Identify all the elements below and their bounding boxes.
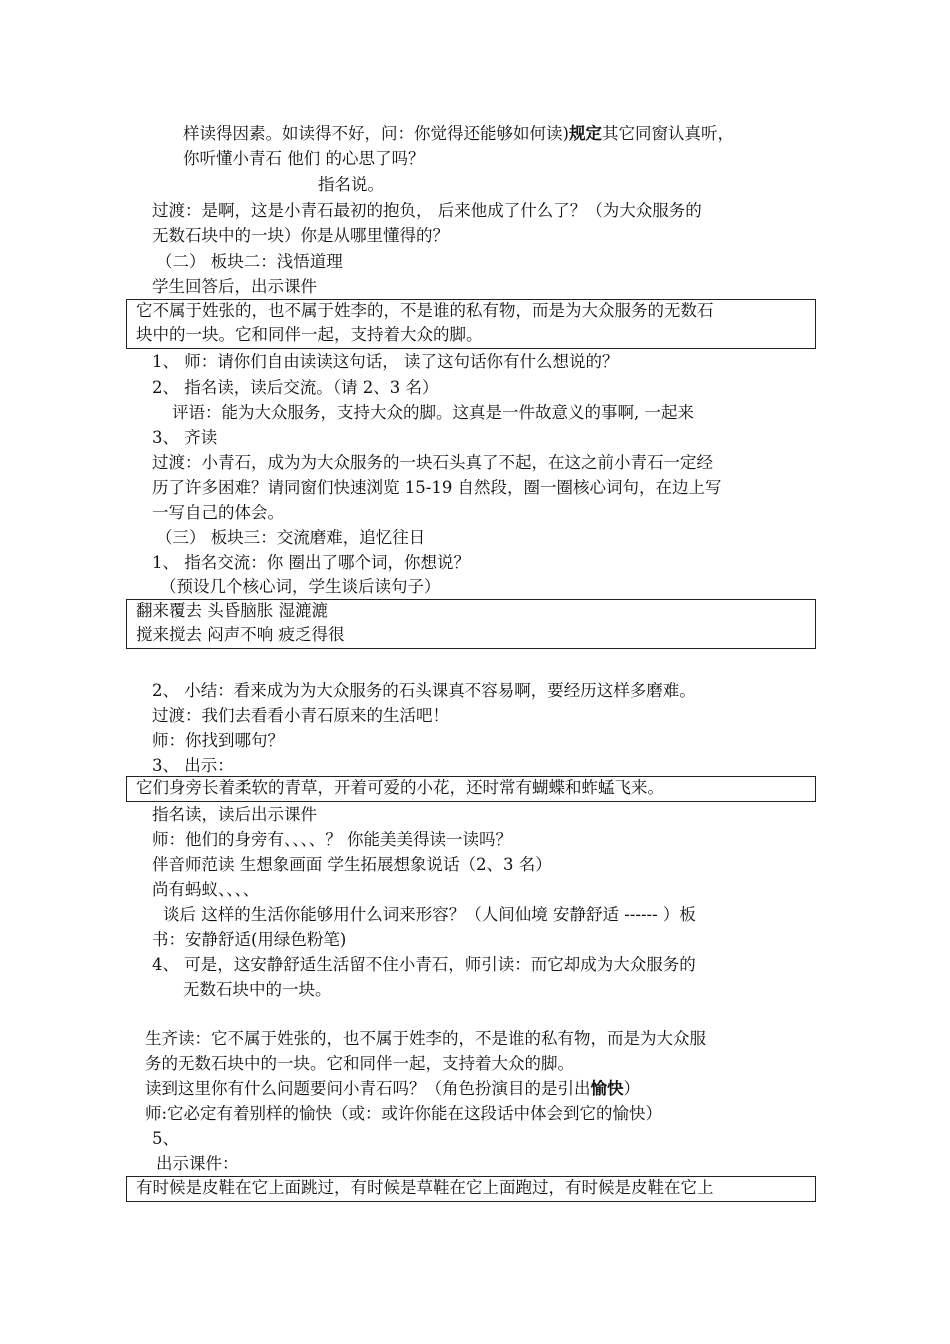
list-item: 2、 小结：看来成为为大众服务的石头课真不容易啊，要经历这样多磨难。 xyxy=(152,681,696,700)
text-line: 师:它必定有着别样的愉快（或：或许你能在这段话中体会到它的愉快） xyxy=(145,1104,663,1123)
text-line: 一写自己的体会。 xyxy=(152,503,284,522)
keywords-line: 翻来覆去 头昏脑胀 湿漉漉 xyxy=(136,601,328,620)
text-line: 过渡：是啊，这是小青石最初的抱负， 后来他成了什么了？（为大众服务的 xyxy=(152,201,702,220)
text-line: 指名读，读后出示课件 xyxy=(152,805,317,824)
quote-line: 它们身旁长着柔软的青草，开着可爱的小花，还时常有蝴蝶和蚱蜢飞来。 xyxy=(136,778,664,797)
text-line: 学生回答后，出示课件 xyxy=(152,277,317,296)
list-item: 2、 指名读，读后交流。（请 2、3 名） xyxy=(152,378,439,397)
bold-text: 规定 xyxy=(568,124,602,143)
list-item: 1、 指名交流：你 圈出了哪个词，你想说？ xyxy=(152,553,470,572)
quote-box xyxy=(126,776,816,802)
list-item: 3、 齐读 xyxy=(152,428,218,447)
quote-box xyxy=(126,1176,816,1202)
text-segment: 样读得因素。如读得不好，问：你觉得还能够如何读) xyxy=(183,124,569,143)
text-line: 你听懂小青石 他们 的心思了吗？ xyxy=(183,149,425,168)
bold-text: 愉快 xyxy=(590,1079,624,1098)
text-line: 尚有蚂蚁、、、、 xyxy=(152,880,260,899)
text-line: 务的无数石块中的一块。它和同伴一起，支持着大众的脚。 xyxy=(145,1054,574,1073)
text-line xyxy=(145,1078,640,1100)
text-line: 无数石块中的一块。 xyxy=(183,980,332,999)
keywords-line: 搅来搅去 闷声不响 疲乏得很 xyxy=(136,625,345,644)
text-line: 无数石块中的一块）你是从哪里懂得的？ xyxy=(152,226,449,245)
section-heading: （三） 板块三：交流磨难，追忆往日 xyxy=(156,528,426,547)
section-heading: （二） 板块二：浅悟道理 xyxy=(156,252,343,271)
quote-line: 块中的一块。它和同伴一起，支持着大众的脚。 xyxy=(136,325,483,344)
list-item: 1、 师：请你们自由读读这句话， 读了这句话你有什么想说的？ xyxy=(152,352,619,371)
text-segment: 其它同窗认真听， xyxy=(601,124,734,143)
text-line: （预设几个核心词，学生谈后读句子） xyxy=(160,577,441,596)
text-line: 师：你找到哪句？ xyxy=(152,731,284,750)
text-line: 谈后 这样的生活你能够用什么词来形容？（人间仙境 安静舒适 ------ ）板 xyxy=(163,905,696,924)
text-line: 生齐读：它不属于姓张的，也不属于姓李的，不是谁的私有物，而是为大众服 xyxy=(145,1029,706,1048)
list-item: 4、 可是，这安静舒适生活留不住小青石，师引读：而它却成为大众服务的 xyxy=(152,955,696,974)
quote-line: 它不属于姓张的，也不属于姓李的，不是谁的私有物，而是为大众服务的无数石 xyxy=(136,301,714,320)
list-item: 3、 出示： xyxy=(152,756,234,775)
text-line: 指名说。 xyxy=(318,175,384,194)
text-line: 师：他们的身旁有、、、、？ 你能美美得读一读吗？ xyxy=(152,830,512,849)
text-line: 伴音师范读 生想象画面 学生拓展想象说话（2、3 名） xyxy=(152,855,552,874)
quote-line: 有时候是皮鞋在它上面跳过，有时候是草鞋在它上面跑过，有时候是皮鞋在它上 xyxy=(136,1178,714,1197)
list-item: 5、 xyxy=(152,1129,179,1148)
text-line: 出示课件： xyxy=(156,1154,239,1173)
text-segment: 读到这里你有什么问题要问小青石吗？（角色扮演目的是引出 xyxy=(145,1079,591,1098)
quote-box xyxy=(126,299,816,349)
text-line: 过渡：小青石，成为为大众服务的一块石头真了不起，在这之前小青石一定经 xyxy=(152,453,713,472)
text-line: 过渡：我们去看看小青石原来的生活吧！ xyxy=(152,706,449,725)
text-line: 历了许多困难？请同窗们快速浏览 15-19 自然段，圈一圈核心词句，在边上写 xyxy=(152,478,722,497)
text-segment: ） xyxy=(623,1079,640,1098)
text-line: 书：安静舒适(用绿色粉笔) xyxy=(152,930,347,949)
text-line xyxy=(183,123,734,145)
keywords-box xyxy=(126,599,816,649)
text-line: 评语：能为大众服务，支持大众的脚。这真是一件故意义的事啊, 一起来 xyxy=(172,403,694,422)
